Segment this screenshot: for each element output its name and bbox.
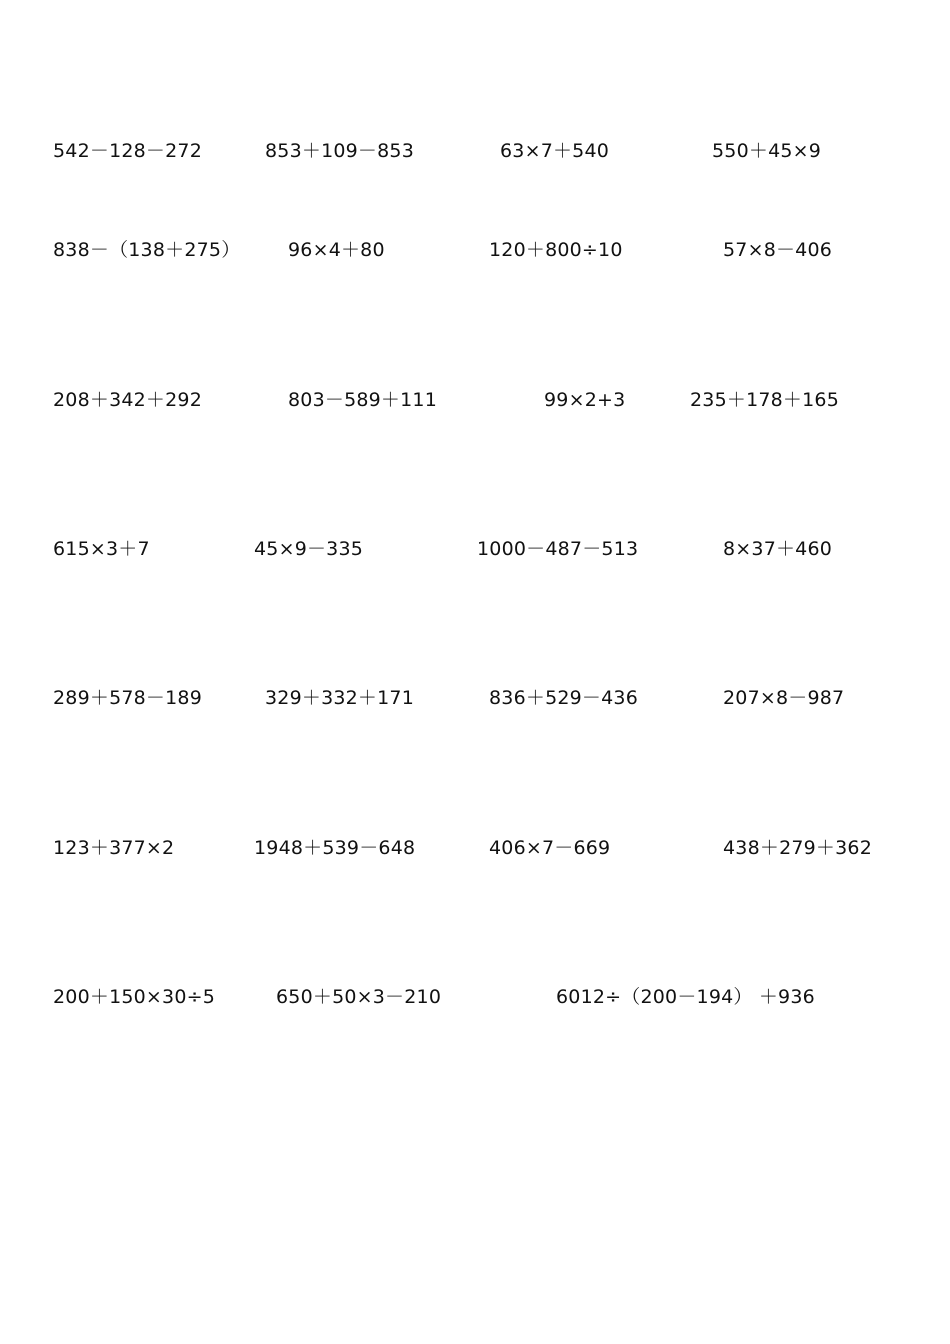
problem-r3-c1: 208＋342＋292 bbox=[53, 389, 202, 411]
problem-r3-c2: 803－589＋111 bbox=[288, 389, 437, 411]
problem-r5-c3: 836＋529－436 bbox=[489, 687, 638, 709]
problem-r3-c4: 235＋178＋165 bbox=[690, 389, 839, 411]
problem-r5-c1: 289＋578－189 bbox=[53, 687, 202, 709]
problem-r6-c4: 438＋279＋362 bbox=[723, 837, 872, 859]
problem-r2-c3: 120＋800÷10 bbox=[489, 239, 623, 261]
problem-r2-c1: 838－（138＋275） bbox=[53, 239, 241, 261]
problem-r6-c2: 1948＋539－648 bbox=[254, 837, 416, 859]
problem-r7-c2: 650＋50×3－210 bbox=[276, 986, 442, 1008]
problem-r5-c4: 207×8－987 bbox=[723, 687, 845, 709]
problem-r6-c3: 406×7－669 bbox=[489, 837, 611, 859]
problem-r6-c1: 123＋377×2 bbox=[53, 837, 175, 859]
problem-r2-c2: 96×4＋80 bbox=[288, 239, 385, 261]
problem-r1-c4: 550＋45×9 bbox=[712, 140, 822, 162]
problem-r4-c2: 45×9－335 bbox=[254, 538, 364, 560]
problem-r5-c2: 329＋332＋171 bbox=[265, 687, 414, 709]
problem-r1-c1: 542－128－272 bbox=[53, 140, 202, 162]
problem-r3-c3: 99×2+3 bbox=[544, 389, 626, 411]
problem-r1-c2: 853＋109－853 bbox=[265, 140, 414, 162]
problem-r4-c3: 1000－487－513 bbox=[477, 538, 639, 560]
problem-r1-c3: 63×7＋540 bbox=[500, 140, 610, 162]
problem-r7-c1: 200＋150×30÷5 bbox=[53, 986, 216, 1008]
problem-r2-c4: 57×8－406 bbox=[723, 239, 833, 261]
problem-r4-c1: 615×3＋7 bbox=[53, 538, 150, 560]
problem-r7-c3: 6012÷（200－194） ＋936 bbox=[556, 986, 815, 1008]
problem-r4-c4: 8×37＋460 bbox=[723, 538, 833, 560]
